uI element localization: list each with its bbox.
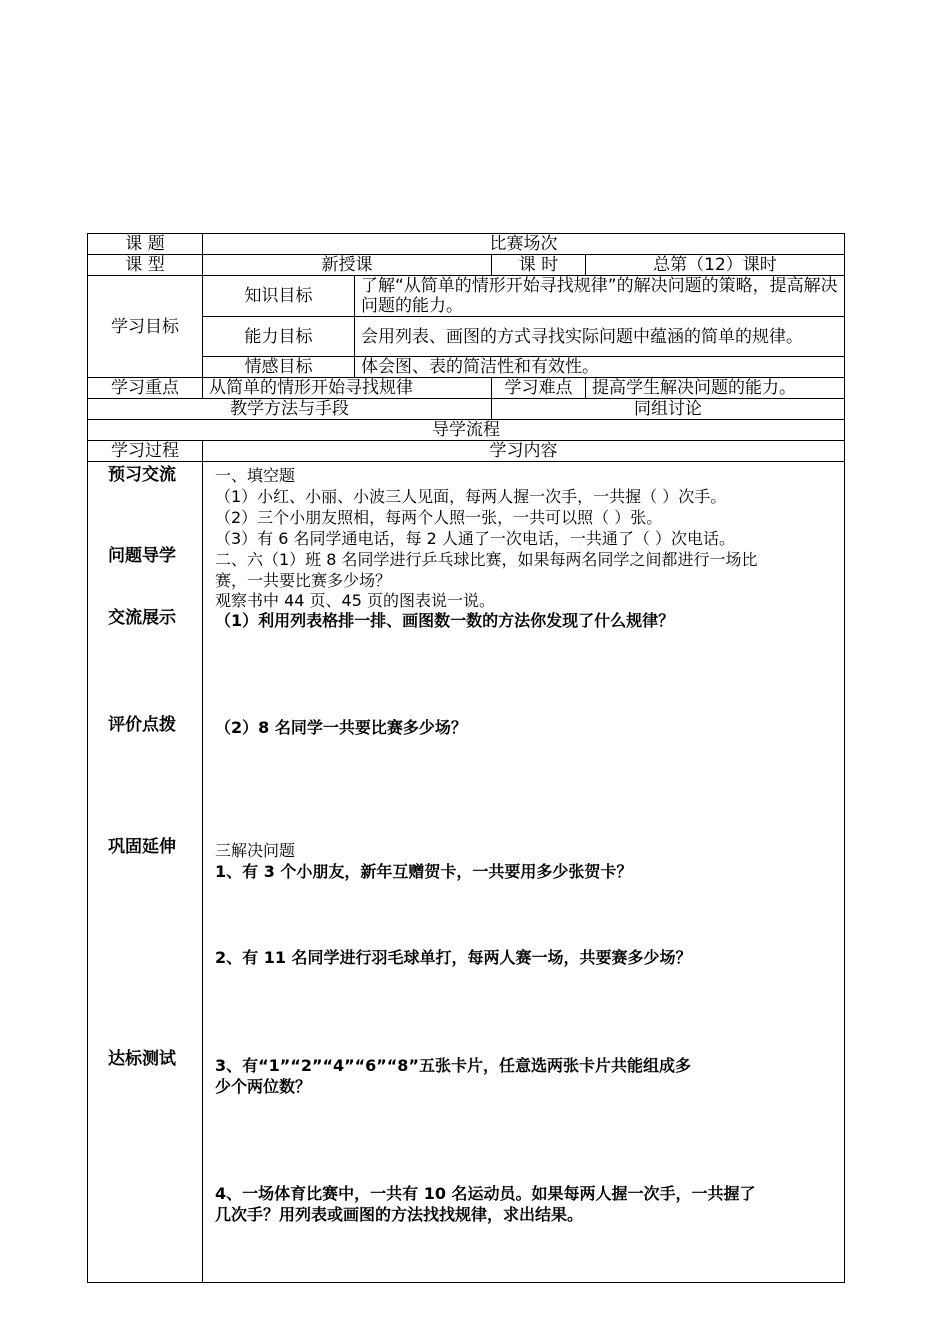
process-header-right: 学习内容	[203, 441, 845, 462]
stage-label: 巩固延伸	[108, 837, 176, 857]
difficulty-label: 学习难点	[492, 378, 586, 399]
type-label: 课 型	[88, 255, 203, 276]
stage-label: 交流展示	[108, 608, 176, 628]
stage-column	[88, 462, 203, 1283]
goal-text: 体会图、表的简洁性和有效性。	[355, 357, 845, 378]
section3-title: 三解决问题	[215, 841, 296, 860]
period-value: 总第（12）课时	[586, 255, 845, 276]
stage-label: 评价点拨	[108, 715, 176, 735]
section1-q1: （1）小红、小丽、小波三人见面，每两人握一次手，一共握（ ）次手。	[215, 487, 727, 506]
flow-title: 导学流程	[88, 420, 845, 441]
section3-q3-line1: 3、有“1”“2”“4”“6”“8”五张卡片，任意选两张卡片共能组成多	[215, 1056, 691, 1075]
section3-q2: 2、有 11 名同学进行羽毛球单打，每两人赛一场，共要赛多少场？	[215, 948, 692, 967]
goals-label: 学习目标	[88, 276, 203, 378]
goal-text: 会用列表、画图的方式寻找实际问题中蕴涵的简单的规律。	[355, 317, 845, 357]
section3-q1: 1、有 3 个小朋友，新年互赠贺卡，一共要用多少张贺卡？	[215, 862, 633, 881]
section2-line3: 观察书中 44 页、45 页的图表说一说。	[215, 591, 495, 610]
goal-name: 能力目标	[203, 317, 355, 357]
goal-text: 了解“从简单的情形开始寻找规律”的解决问题的策略，提高解决问题的能力。	[355, 276, 845, 317]
section3-q4-line1: 4、一场体育比赛中，一共有 10 名运动员。如果每两人握一次手，一共握了	[215, 1184, 756, 1203]
key-point-label: 学习重点	[88, 378, 203, 399]
section1-q3: （3）有 6 名同学通电话，每 2 人通了一次电话，一共通了（ ）次电话。	[215, 529, 735, 548]
difficulty-value: 提高学生解决问题的能力。	[586, 378, 845, 399]
section2-q1: （1）利用列表格排一排、画图数一数的方法你发现了什么规律？	[215, 611, 675, 630]
section1-title: 一、填空题	[215, 466, 296, 485]
stage-label: 问题导学	[108, 546, 176, 566]
section2-line1: 二、六（1）班 8 名同学进行乒乓球比赛，如果每两名同学之间都进行一场比	[215, 550, 758, 569]
section1-q2: （2）三个小朋友照相，每两个人照一张，一共可以照（ ）张。	[215, 508, 663, 527]
stage-label: 预习交流	[108, 465, 176, 485]
topic-value: 比赛场次	[203, 234, 845, 255]
type-value: 新授课	[203, 255, 492, 276]
goal-name: 情感目标	[203, 357, 355, 378]
section2-line2: 赛，一共要比赛多少场？	[215, 571, 392, 590]
section3-q3-line2: 少个两位数？	[215, 1077, 312, 1096]
key-point-value: 从简单的情形开始寻找规律	[203, 378, 492, 399]
stage-label: 达标测试	[108, 1049, 176, 1069]
lesson-plan-table	[87, 233, 845, 1283]
goal-name: 知识目标	[203, 276, 355, 317]
process-header-left: 学习过程	[88, 441, 203, 462]
method-value: 同组讨论	[492, 399, 845, 420]
method-label: 教学方法与手段	[88, 399, 492, 420]
content-column	[203, 462, 845, 1283]
topic-label: 课 题	[88, 234, 203, 255]
period-label: 课 时	[492, 255, 586, 276]
section3-q4-line2: 几次手？用列表或画图的方法找找规律，求出结果。	[215, 1205, 584, 1224]
section2-q2: （2）8 名同学一共要比赛多少场？	[215, 718, 467, 737]
